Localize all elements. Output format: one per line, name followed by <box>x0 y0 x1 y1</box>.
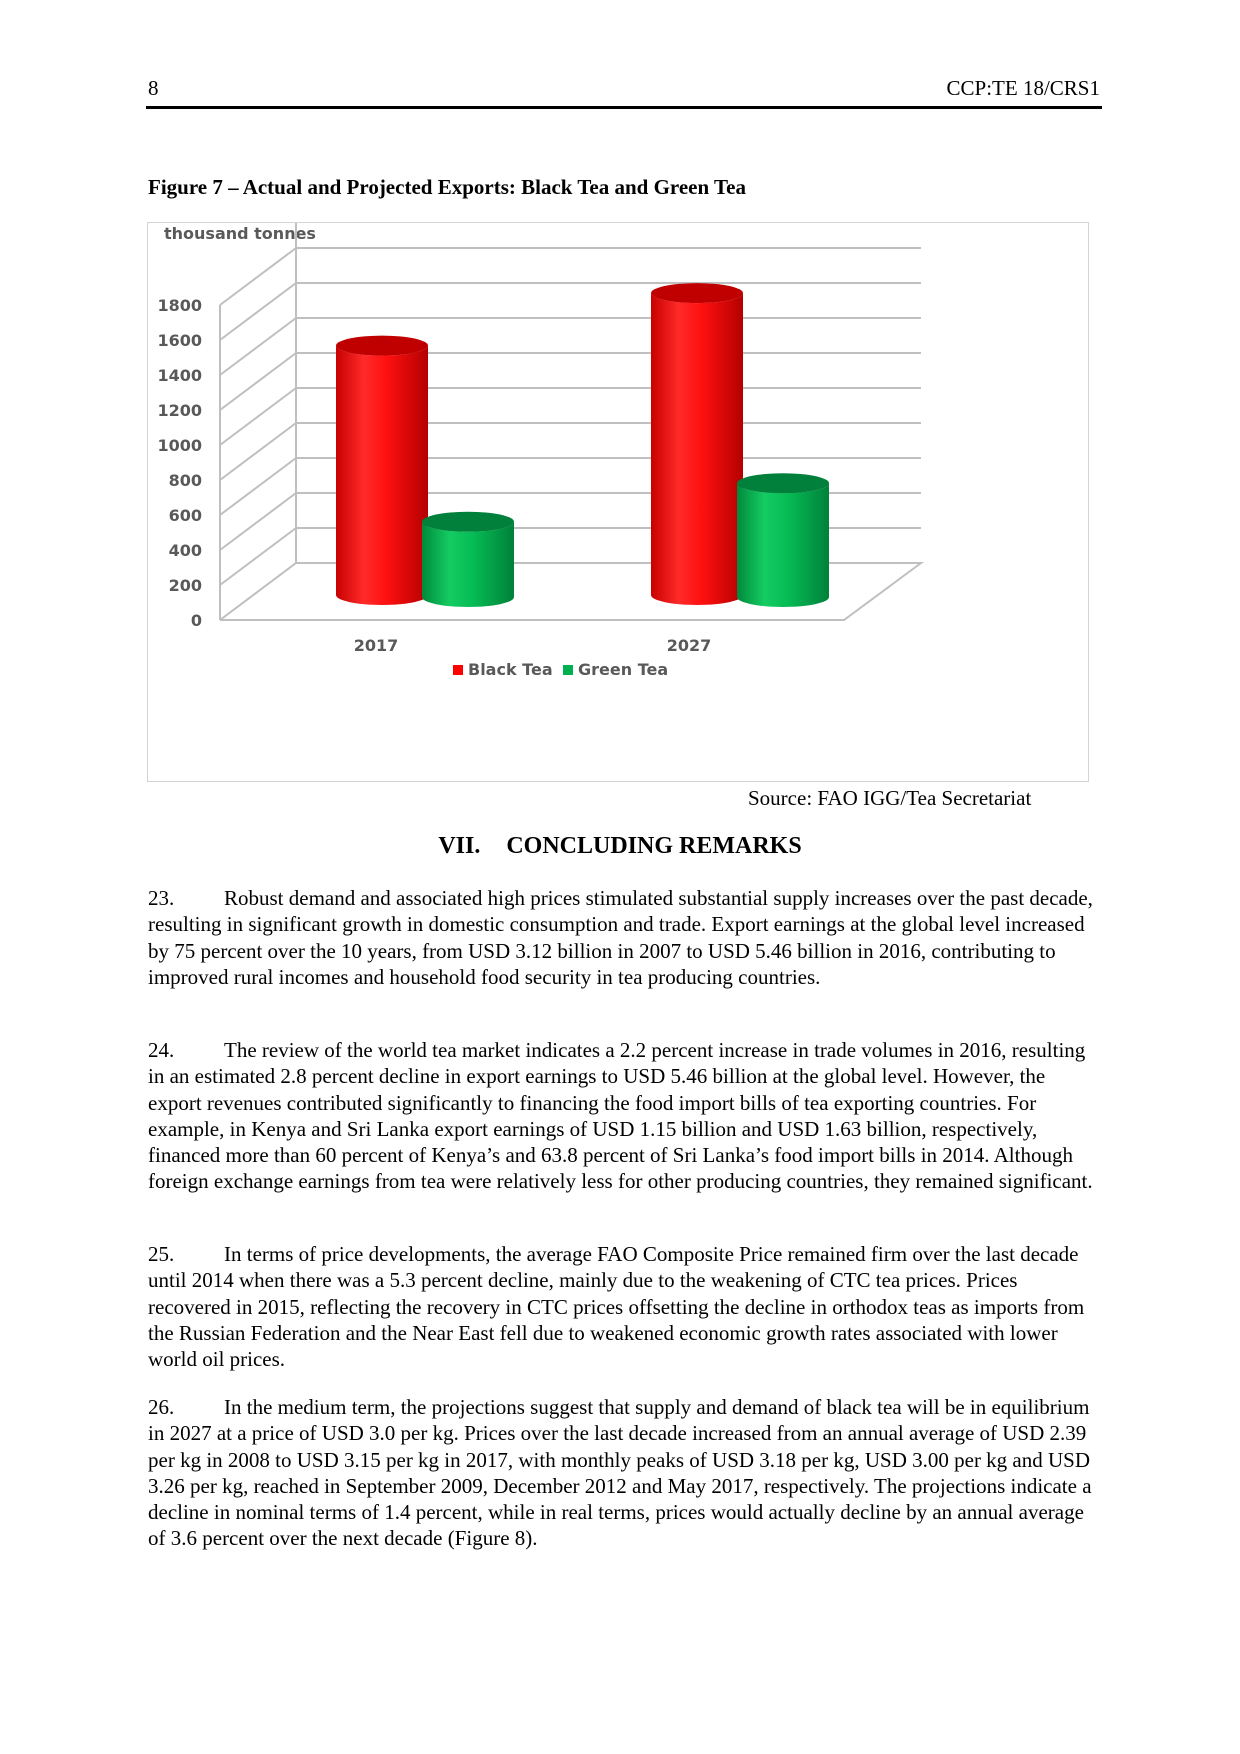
side-wall-line <box>220 423 296 480</box>
side-wall-line <box>220 353 296 410</box>
section-heading <box>0 833 1240 860</box>
section-title: CONCLUDING REMARKS <box>506 833 802 859</box>
y-tick-label: 600 <box>168 506 202 525</box>
section-numeral: VII. <box>438 833 481 859</box>
paragraph-text: Robust demand and associated high prices stimulated substantial supply increases over the past decade, resulting in significant growth in domestic consumption and trade. Export earnings at the global level increased by 75 percent over the 10 years, from USD 3.12 billion in 2007 to USD 5.46 billion in 2016, contributing to improved rural incomes and household food security in tea producing countries. <box>148 886 1093 989</box>
paragraph-number: 24. <box>148 1038 175 1062</box>
paragraph-number: 26. <box>148 1395 175 1419</box>
side-wall-line <box>220 493 296 550</box>
document-code: CCP:TE 18/CRS1 <box>946 76 1100 100</box>
y-tick-label: 400 <box>168 541 202 560</box>
chart-frame <box>147 222 1089 782</box>
legend-swatch <box>563 665 573 675</box>
x-tick-label: 2027 <box>666 636 712 655</box>
legend-label: Green Tea <box>578 660 669 679</box>
figure-source: Source: FAO IGG/Tea Secretariat <box>748 786 1032 810</box>
y-tick-label: 1800 <box>157 296 202 315</box>
side-wall-line <box>220 248 296 305</box>
side-wall-line <box>220 318 296 375</box>
bar-top-green-tea-2017 <box>422 512 514 532</box>
bar-top-black-tea-2027 <box>651 283 743 303</box>
x-tick-label: 2017 <box>353 636 399 655</box>
side-wall-line <box>220 388 296 445</box>
paragraph <box>148 1241 1094 1372</box>
bar-black-tea-2017 <box>336 346 428 605</box>
y-tick-label: 200 <box>168 576 202 595</box>
paragraph-text: The review of the world tea market indicates a 2.2 percent increase in trade volumes in 2016, resulting in an estimated 2.8 percent decline in export earnings to USD 5.46 billion at the global level. However, the export revenues contributed significantly to financing the food import bills of tea exporting countries. For example, in Kenya and Sri Lanka export earnings of USD 1.15 billion and USD 1.63 billion, respectively, financed more than 60 percent of Kenya’s and 63.8 percent of Sri Lanka’s food import bills in 2014. Although foreign exchange earnings from tea were relatively less for other producing countries, they remained significant. <box>148 1038 1093 1194</box>
paragraph-text: In the medium term, the projections suggest that supply and demand of black tea will be in equilibrium in 2027 at a price of USD 3.0 per kg. Prices over the last decade increased from an annual average of USD 2.39 per kg in 2008 to USD 3.15 per kg in 2017, with monthly peaks of USD 3.18 per kg, USD 3.00 per kg and USD 3.26 per kg, reached in September 2009, December 2012 and May 2017, respectively. The projections indicate a decline in nominal terms of 1.4 percent, while in real terms, prices would actually decline by an annual average of 3.6 percent over the next decade (Figure 8). <box>148 1395 1092 1551</box>
bar-green-tea-2017 <box>422 522 514 607</box>
y-tick-label: 0 <box>190 611 202 630</box>
paragraph-text: In terms of price developments, the average FAO Composite Price remained firm over the last decade until 2014 when there was a 5.3 percent decline, mainly due to the weakening of CTC tea prices. Prices recovered in 2015, reflecting the recovery in CTC prices offsetting the decline in orthodox teas as imports from the Russian Federation and the Near East fell due to weakened economic growth rates associated with lower world oil prices. <box>148 1242 1085 1372</box>
y-tick-label: 800 <box>168 471 202 490</box>
side-wall-line <box>220 528 296 585</box>
y-tick-label: 1200 <box>157 401 202 420</box>
y-axis-label: thousand tonnes <box>164 224 316 243</box>
y-tick-label: 1000 <box>157 436 202 455</box>
bar-green-tea-2027 <box>737 483 829 607</box>
bar-top-black-tea-2017 <box>336 336 428 356</box>
bar-top-green-tea-2027 <box>737 473 829 493</box>
page-number: 8 <box>148 76 159 100</box>
bar-black-tea-2027 <box>651 293 743 605</box>
figure-title: Figure 7 – Actual and Projected Exports: Black Tea and Green Tea <box>148 175 746 199</box>
side-wall-line <box>220 283 296 340</box>
paragraph <box>148 1394 1094 1552</box>
page-header <box>146 72 1102 109</box>
paragraph <box>148 885 1094 990</box>
y-tick-label: 1400 <box>157 366 202 385</box>
paragraph <box>148 1037 1094 1195</box>
bar-chart <box>148 223 1088 781</box>
y-tick-label: 1600 <box>157 331 202 350</box>
legend-swatch <box>453 665 463 675</box>
side-wall-line <box>220 458 296 515</box>
paragraph-number: 25. <box>148 1242 175 1266</box>
paragraph-number: 23. <box>148 886 175 910</box>
legend-label: Black Tea <box>468 660 553 679</box>
